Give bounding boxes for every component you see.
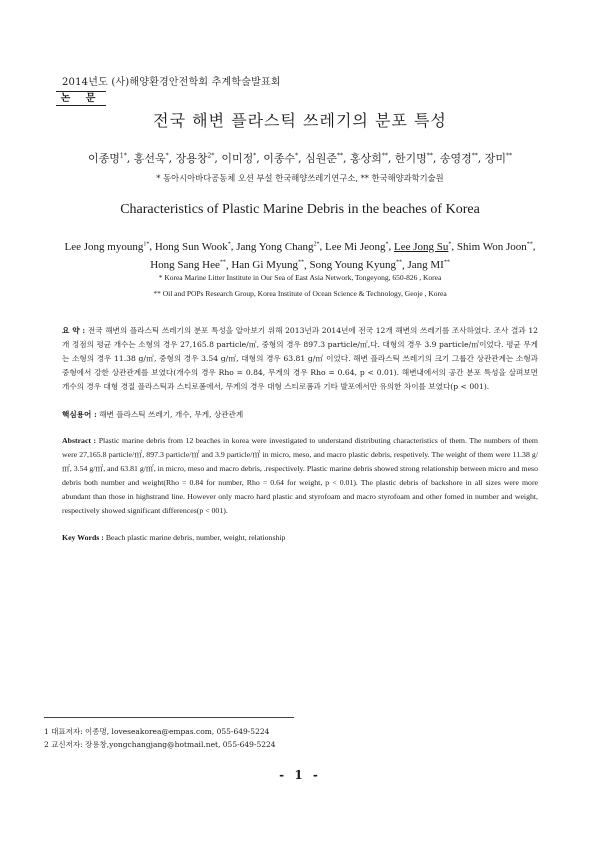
authors-korean: 이종명$^{1*}$, 홍선욱*, 장용창$^{2*}$, 이미정*, 이종수*, 심원준**, 홍상희**, 한기명**, 송영경**, 장미**	[88, 152, 512, 165]
keywords-korean-label: 핵심용어 :	[62, 410, 97, 419]
abstract-english-text: Plastic marine debris from 12 beaches in korea were investigated to understand distributing characteristics of them. The numbers of them were 27,165.8 particle/㎡, 897.3 particle/㎡ and 3.9 particle/㎡ in micro, meso, and macro plastic debris, respetively. The weight of them were 11.38 g/㎡, 3.54 g/㎡, and 63.81 g/㎡, in micro, meso and macro debris, .respectively. Plastic marine debris showed strong relationship between micro and meso debris both number and weight(Rho = 0.84 for number, Rho = 0.64 for weight, p < 0.01). The plastic debris of backshore in all sizes were more abundant than those in highstrand line. However only macro hard plastic and styrofoam and macro styrofoam and other fomed in number and weight, respectively showed significant differences(p < 001).	[62, 436, 539, 515]
author-name: Song Young Kyung	[309, 259, 396, 272]
author	[394, 241, 451, 253]
author-name: Lee Mi Jeong	[325, 240, 386, 253]
author-name: 이종수	[263, 152, 296, 165]
author-mark: **	[505, 152, 512, 160]
author-name: Hong Sang Hee	[150, 259, 220, 272]
footnote-1: 1 대표저자: 이종명, loveseakorea@empas.com, 055-649-5224	[44, 727, 270, 736]
author-name: 장미	[484, 152, 506, 165]
author	[263, 152, 298, 165]
author-mark: *	[253, 152, 257, 160]
author	[231, 259, 304, 271]
author-mark: 1*	[143, 241, 150, 247]
author-name: Lee Jong myoung	[64, 240, 144, 253]
author-mark: **	[297, 259, 304, 266]
author-mark: **	[395, 259, 402, 266]
author	[155, 241, 231, 253]
affiliation-korean: * 동아시아바다공동체 오션 부설 한국해양쓰레기연구소, ** 한국해양과학기술원	[156, 173, 444, 183]
keywords-korean	[62, 408, 538, 422]
abstract-korean-label: 요 약 :	[62, 326, 86, 335]
author	[236, 241, 319, 253]
author	[457, 241, 533, 253]
abstract-korean-text: 전국 해변의 플라스틱 쓰레기의 분포 특성을 알아보기 위해 2013년과 2014년에 전국 12개 해변의 쓰레기를 조사하였다. 조사 결과 12개 정점의 평균 개수는 소형의 경우 27,165.8 particle/㎡, 중형의 경우 897.3 particle/㎡,다. 대형의 경우 3.9 particle/㎡이었다. 평균 무게는 소형의 경우 11.38 g/㎡, 중형의 경우 3.54 g/㎡, 대형의 경우 63.81 g/㎡ 이었다. 해변 플라스틱 쓰레기의 크기 그룹간 상관관계는 소형과 중형에서 강한 상관관계를 보였다(개수의 경우 Rho = 0.84, 무게의 경우 Rho = 0.64, p < 0.01). 해변내에서의 공간 분포 특성을 살펴보면 개수의 경우 대형 경질 플라스틱과 스티로폼에서, 무게의 경우 대형 스티로폼과 기타 발포에서만 유의한 차이를 보였다(p < 001).	[62, 326, 539, 391]
author-name: 이종명	[88, 152, 120, 165]
author-name: Han Gi Myung	[231, 259, 298, 272]
keywords-english-text: Beach plastic marine debris, number, weight, relationship	[103, 533, 286, 542]
abstract-english-label: Abstract :	[62, 436, 97, 445]
author-mark: **	[219, 259, 226, 266]
author-mark: *	[165, 152, 169, 160]
author-name: Jang Yong Chang	[236, 240, 314, 253]
author-mark: *	[227, 241, 231, 247]
author	[305, 152, 343, 165]
author	[325, 241, 388, 253]
author-mark: **	[443, 259, 450, 266]
keywords-korean-text: 해변 플라스틱 쓰레기, 개수, 무게, 상관관계	[96, 410, 244, 419]
title-korean: 전국 해변 플라스틱 쓰레기의 분포 특성	[153, 111, 447, 130]
author	[485, 152, 512, 165]
author-name: 심원준	[305, 152, 338, 165]
author	[134, 152, 169, 165]
affiliation-english-2: ** Oil and POPs Research Group, Korea Institute of Ocean Science & Technology, Geoje , Korea	[153, 289, 447, 298]
author-mark: 1*	[119, 152, 127, 160]
author	[407, 259, 449, 271]
author-mark: *	[385, 241, 389, 247]
page-number: - 1 -	[279, 768, 321, 782]
author	[350, 152, 388, 165]
author	[88, 152, 127, 165]
author	[150, 259, 226, 271]
author-mark: 2*	[313, 241, 320, 247]
author-mark: *	[295, 152, 299, 160]
author	[309, 259, 402, 271]
author	[440, 152, 478, 165]
author-name: Jang MI	[407, 259, 444, 272]
author	[65, 241, 150, 253]
author-mark: **	[381, 152, 388, 160]
author-name: 장용창	[175, 152, 208, 165]
author-mark: **	[337, 152, 344, 160]
author-mark: 2*	[207, 152, 215, 160]
author-name: Hong Sun Wook	[154, 240, 228, 253]
keywords-english	[62, 531, 538, 545]
abstract-english	[62, 434, 538, 518]
author-mark: **	[471, 152, 478, 160]
author-mark: **	[426, 152, 433, 160]
author	[176, 152, 215, 165]
paper-type-badge: 논 문	[56, 91, 106, 106]
author	[395, 152, 433, 165]
author-name: Lee Jong Su	[394, 240, 449, 253]
footnote-divider	[44, 717, 294, 718]
author-mark: **	[526, 241, 533, 247]
keywords-english-label: Key Words :	[62, 533, 104, 542]
conference-header: 2014년도 (사)해양환경안전학회 추계학술발표회	[62, 77, 281, 88]
affiliation-english-1: * Korea Marine Litter Institute in Our Sea of East Asia Network, Tongeyong, 650-826 , Korea	[158, 273, 442, 282]
author-name: 한기명	[394, 152, 427, 165]
author	[221, 152, 256, 165]
footnote-2: 2 교신저자: 장용창,yongchangjang@hotmail.net, 055-649-5224	[44, 740, 276, 749]
author-mark: *	[448, 241, 452, 247]
authors-english: Lee Jong myoung$^{1*}$, Hong Sun Wook*, Jang Yong Chang$^{2*}$, Lee Mi Jeong*, Lee Jong Su*, Shim Won Joon**, Hong Sang Hee**, Han Gi Myung**, Song Young Kyung**, Jang MI**	[64, 240, 536, 272]
author-name: 송영경	[439, 152, 472, 165]
author-name: 홍선욱	[133, 152, 166, 165]
author-name: 홍상희	[350, 152, 382, 165]
abstract-korean	[62, 324, 538, 394]
author-name: Shim Won Joon	[456, 240, 527, 253]
title-english: Characteristics of Plastic Marine Debris in the beaches of Korea	[120, 202, 480, 217]
author-name: 이미정	[221, 152, 254, 165]
